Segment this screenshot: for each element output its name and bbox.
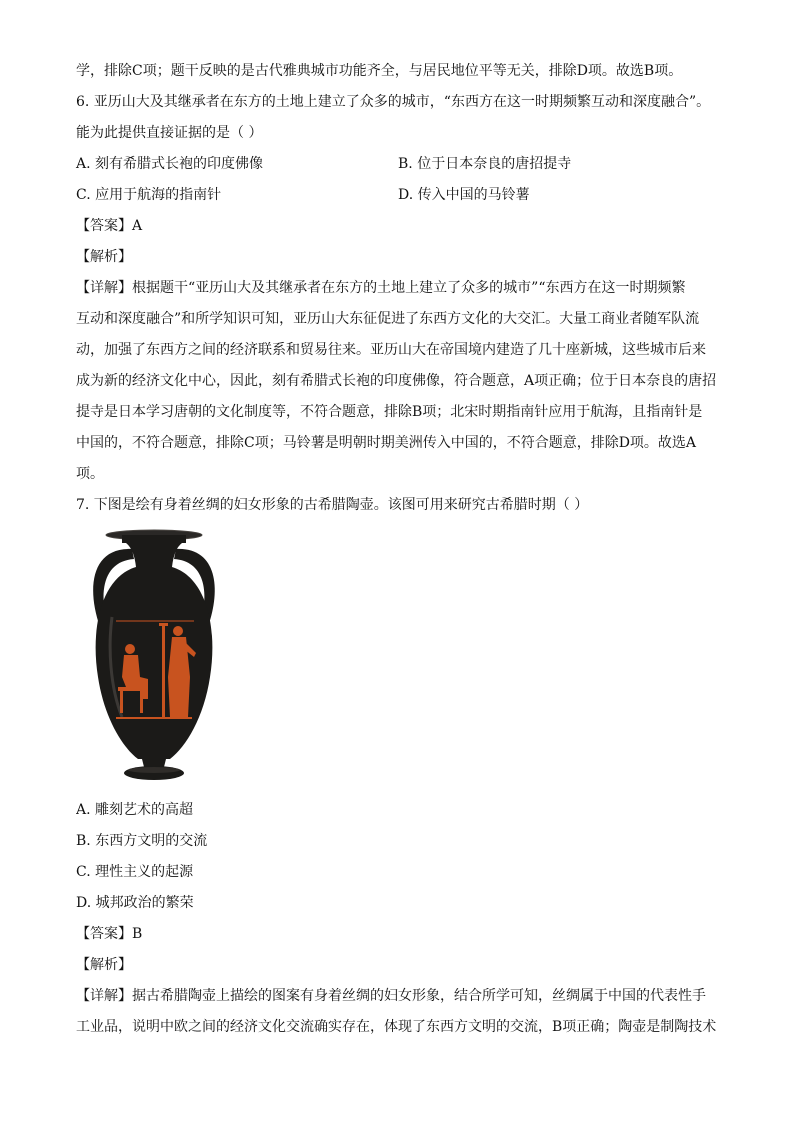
amphora-illustration: [82, 527, 232, 787]
detail-line: 提寺是日本学习唐朝的文化制度等，不符合题意，排除B项；北宋时期指南针应用于航海，且指南针是: [76, 404, 703, 420]
option-d: D. 城邦政治的繁荣: [76, 895, 194, 911]
question-6-options-row: [76, 180, 726, 211]
option-b: B. 位于日本奈良的唐招提寺: [398, 156, 572, 172]
analysis-label: 【解析】: [76, 249, 132, 265]
option-c: C. 应用于航海的指南针: [76, 187, 222, 203]
option-a: A. 刻有希腊式长袍的印度佛像: [76, 156, 264, 172]
answer-label: 【答案】A: [76, 218, 143, 234]
option-d: D. 传入中国的马铃薯: [398, 187, 530, 203]
detail-line: 中国的，不符合题意，排除C项；马铃薯是明朝时期美洲传入中国的，不符合题意，排除D项。故选A: [76, 435, 697, 451]
answer-label: 【答案】B: [76, 926, 143, 942]
detail-line: 成为新的经济文化中心，因此，刻有希腊式长袍的印度佛像，符合题意，A项正确；位于日本奈良的唐招: [76, 373, 717, 389]
detail-line: 【详解】据古希腊陶壶上描绘的图案有身着丝绸的妇女形象，结合所学可知，丝绸属于中国的代表性手: [76, 988, 706, 1004]
question-6-stem-line: 6. 亚历山大及其继承者在东方的土地上建立了众多的城市，“东西方在这一时期频繁互动和深度融合”。: [76, 94, 711, 110]
greek-amphora-image: [82, 527, 232, 787]
question-7-stem: 7. 下图是绘有身着丝绸的妇女形象的古希腊陶壶。该图可用来研究古希腊时期（ ）: [76, 497, 589, 513]
detail-line: 项。: [76, 466, 104, 482]
detail-line: 动，加强了东西方之间的经济联系和贸易往来。亚历山大在帝国境内建造了几十座新城，这些城市后来: [76, 342, 706, 358]
text-line: 学，排除C项；题干反映的是古代雅典城市功能齐全，与居民地位平等无关，排除D项。故选B项。: [76, 63, 683, 79]
document-page: [76, 56, 726, 1043]
analysis-label: 【解析】: [76, 957, 132, 973]
option-a: A. 雕刻艺术的高超: [76, 802, 194, 818]
detail-line: 互动和深度融合”和所学知识可知，亚历山大东征促进了东西方文化的大交汇。大量工商业者随军队流: [76, 311, 700, 327]
option-c: C. 理性主义的起源: [76, 864, 194, 880]
question-6-stem-line: 能为此提供直接证据的是（ ）: [76, 125, 263, 141]
detail-line: 工业品，说明中欧之间的经济文化交流确实存在，体现了东西方文明的交流，B项正确；陶壶是制陶技术: [76, 1019, 717, 1035]
detail-line: 【详解】根据题干“亚历山大及其继承者在东方的土地上建立了众多的城市”“东西方在这一时期频繁: [76, 280, 686, 296]
question-6-options-row: [76, 149, 726, 180]
option-b: B. 东西方文明的交流: [76, 833, 208, 849]
